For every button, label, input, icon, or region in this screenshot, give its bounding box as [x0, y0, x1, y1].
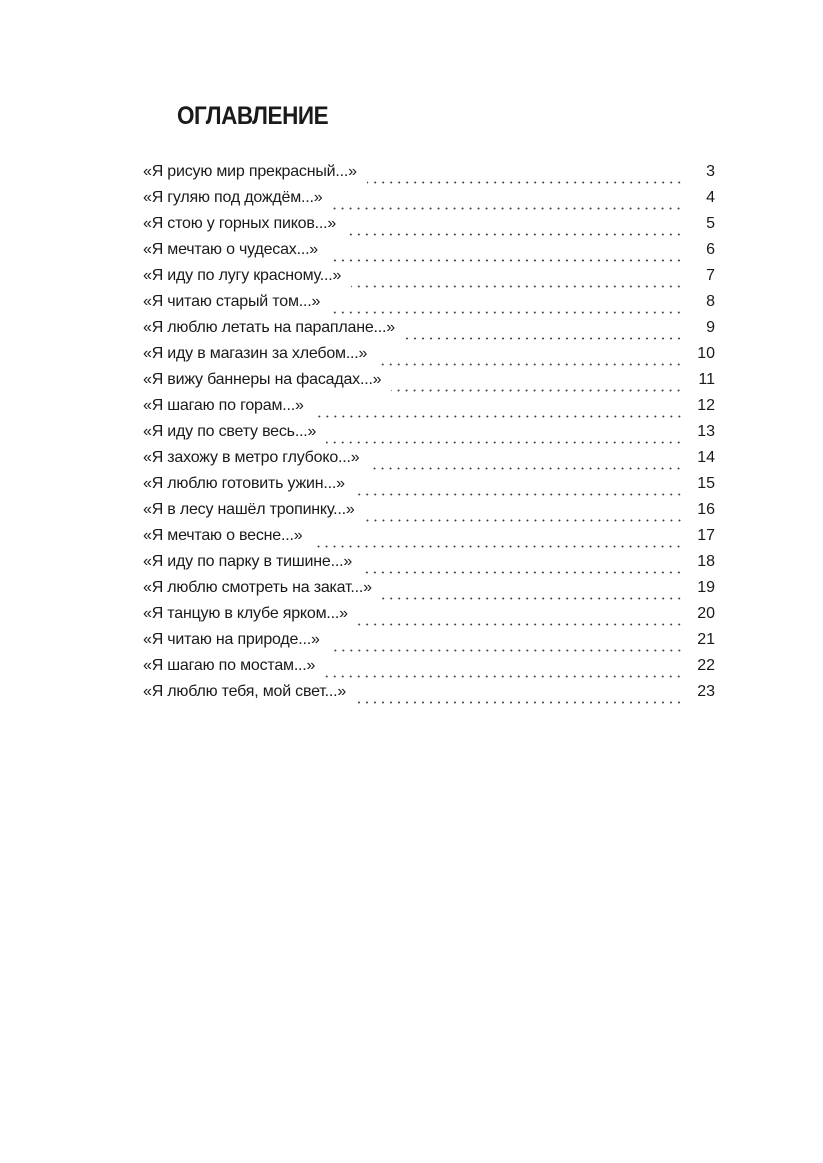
toc-entry[interactable] [143, 501, 715, 527]
toc-entry[interactable] [143, 423, 715, 449]
toc-entry[interactable] [143, 683, 715, 709]
toc-entry[interactable] [143, 267, 715, 293]
toc-entry[interactable] [143, 527, 715, 553]
toc-entry-page: 11 [698, 371, 715, 388]
toc-entry-title: «Я шагаю по мостам...» [143, 657, 316, 674]
toc-entry-title: «Я вижу баннеры на фасадах...» [143, 371, 382, 388]
dot-leader [330, 311, 683, 314]
toc-entry-page: 8 [706, 293, 715, 310]
toc-entry[interactable] [143, 605, 715, 631]
page-title: ОГЛАВЛЕНИЕ [177, 102, 329, 130]
toc-entry-title: «Я люблю тебя, мой свет...» [143, 683, 347, 700]
toc-entry[interactable] [143, 631, 715, 657]
dot-leader [314, 415, 683, 418]
dot-leader [312, 545, 683, 548]
toc-entry-title: «Я рисую мир прекрасный...» [143, 163, 357, 180]
toc-entry-title: «Я люблю смотреть на закат...» [143, 579, 372, 596]
toc-entry-title: «Я танцую в клубе ярком...» [143, 605, 348, 622]
toc-entry-title: «Я читаю на природе...» [143, 631, 320, 648]
toc-entry[interactable] [143, 163, 715, 189]
toc-entry-title: «Я люблю готовить ужин...» [143, 475, 345, 492]
toc-entry-page: 19 [697, 579, 715, 596]
dot-leader [330, 649, 683, 652]
dot-leader [325, 675, 683, 678]
toc-entry[interactable] [143, 345, 715, 371]
toc-entry-title: «Я люблю летать на параплане...» [143, 319, 395, 336]
table-of-contents [143, 163, 715, 709]
toc-entry[interactable] [143, 475, 715, 501]
toc-entry[interactable] [143, 371, 715, 397]
toc-entry[interactable] [143, 189, 715, 215]
toc-entry-page: 13 [697, 423, 715, 440]
toc-entry-page: 3 [706, 163, 715, 180]
toc-entry-title: «Я стою у горных пиков...» [143, 215, 337, 232]
dot-leader [391, 389, 683, 392]
toc-entry-title: «Я мечтаю о весне...» [143, 527, 303, 544]
dot-leader [369, 467, 683, 470]
toc-entry[interactable] [143, 241, 715, 267]
dot-leader [346, 233, 683, 236]
toc-entry-title: «Я иду по лугу красному...» [143, 267, 342, 284]
toc-entry-title: «Я захожу в метро глубоко...» [143, 449, 360, 466]
dot-leader [356, 701, 683, 704]
toc-entry-page: 22 [697, 657, 715, 674]
toc-entry-title: «Я читаю старый том...» [143, 293, 321, 310]
dot-leader [326, 441, 683, 444]
toc-entry-page: 17 [697, 527, 715, 544]
toc-entry-page: 12 [697, 397, 715, 414]
toc-entry-title: «Я гуляю под дождём...» [143, 189, 323, 206]
toc-entry[interactable] [143, 553, 715, 579]
toc-entry-page: 4 [706, 189, 715, 206]
toc-entry-page: 23 [697, 683, 715, 700]
dot-leader [332, 207, 683, 210]
toc-entry-page: 18 [697, 553, 715, 570]
toc-entry[interactable] [143, 657, 715, 683]
dot-leader [367, 181, 683, 184]
dot-leader [328, 259, 683, 262]
toc-entry-title: «Я шагаю по горам...» [143, 397, 304, 414]
toc-entry-page: 10 [697, 345, 715, 362]
toc-entry-title: «Я иду в магазин за хлебом...» [143, 345, 368, 362]
toc-entry[interactable] [143, 579, 715, 605]
toc-entry-page: 16 [697, 501, 715, 518]
toc-entry-page: 21 [697, 631, 715, 648]
dot-leader [358, 623, 683, 626]
dot-leader [405, 337, 683, 340]
dot-leader [365, 519, 683, 522]
dot-leader [382, 597, 683, 600]
toc-entry-page: 5 [706, 215, 715, 232]
toc-entry[interactable] [143, 449, 715, 475]
toc-entry-title: «Я в лесу нашёл тропинку...» [143, 501, 355, 518]
toc-entry-page: 20 [697, 605, 715, 622]
toc-entry-page: 14 [697, 449, 715, 466]
dot-leader [377, 363, 683, 366]
dot-leader [362, 571, 683, 574]
toc-entry-title: «Я иду по парку в тишине...» [143, 553, 353, 570]
dot-leader [351, 285, 683, 288]
toc-entry-title: «Я иду по свету весь...» [143, 423, 317, 440]
toc-entry[interactable] [143, 319, 715, 345]
toc-entry[interactable] [143, 397, 715, 423]
toc-entry[interactable] [143, 215, 715, 241]
toc-entry-page: 7 [706, 267, 715, 284]
toc-entry-page: 6 [706, 241, 715, 258]
toc-entry[interactable] [143, 293, 715, 319]
toc-entry-title: «Я мечтаю о чудесах...» [143, 241, 319, 258]
toc-entry-page: 15 [697, 475, 715, 492]
dot-leader [355, 493, 683, 496]
toc-entry-page: 9 [706, 319, 715, 336]
